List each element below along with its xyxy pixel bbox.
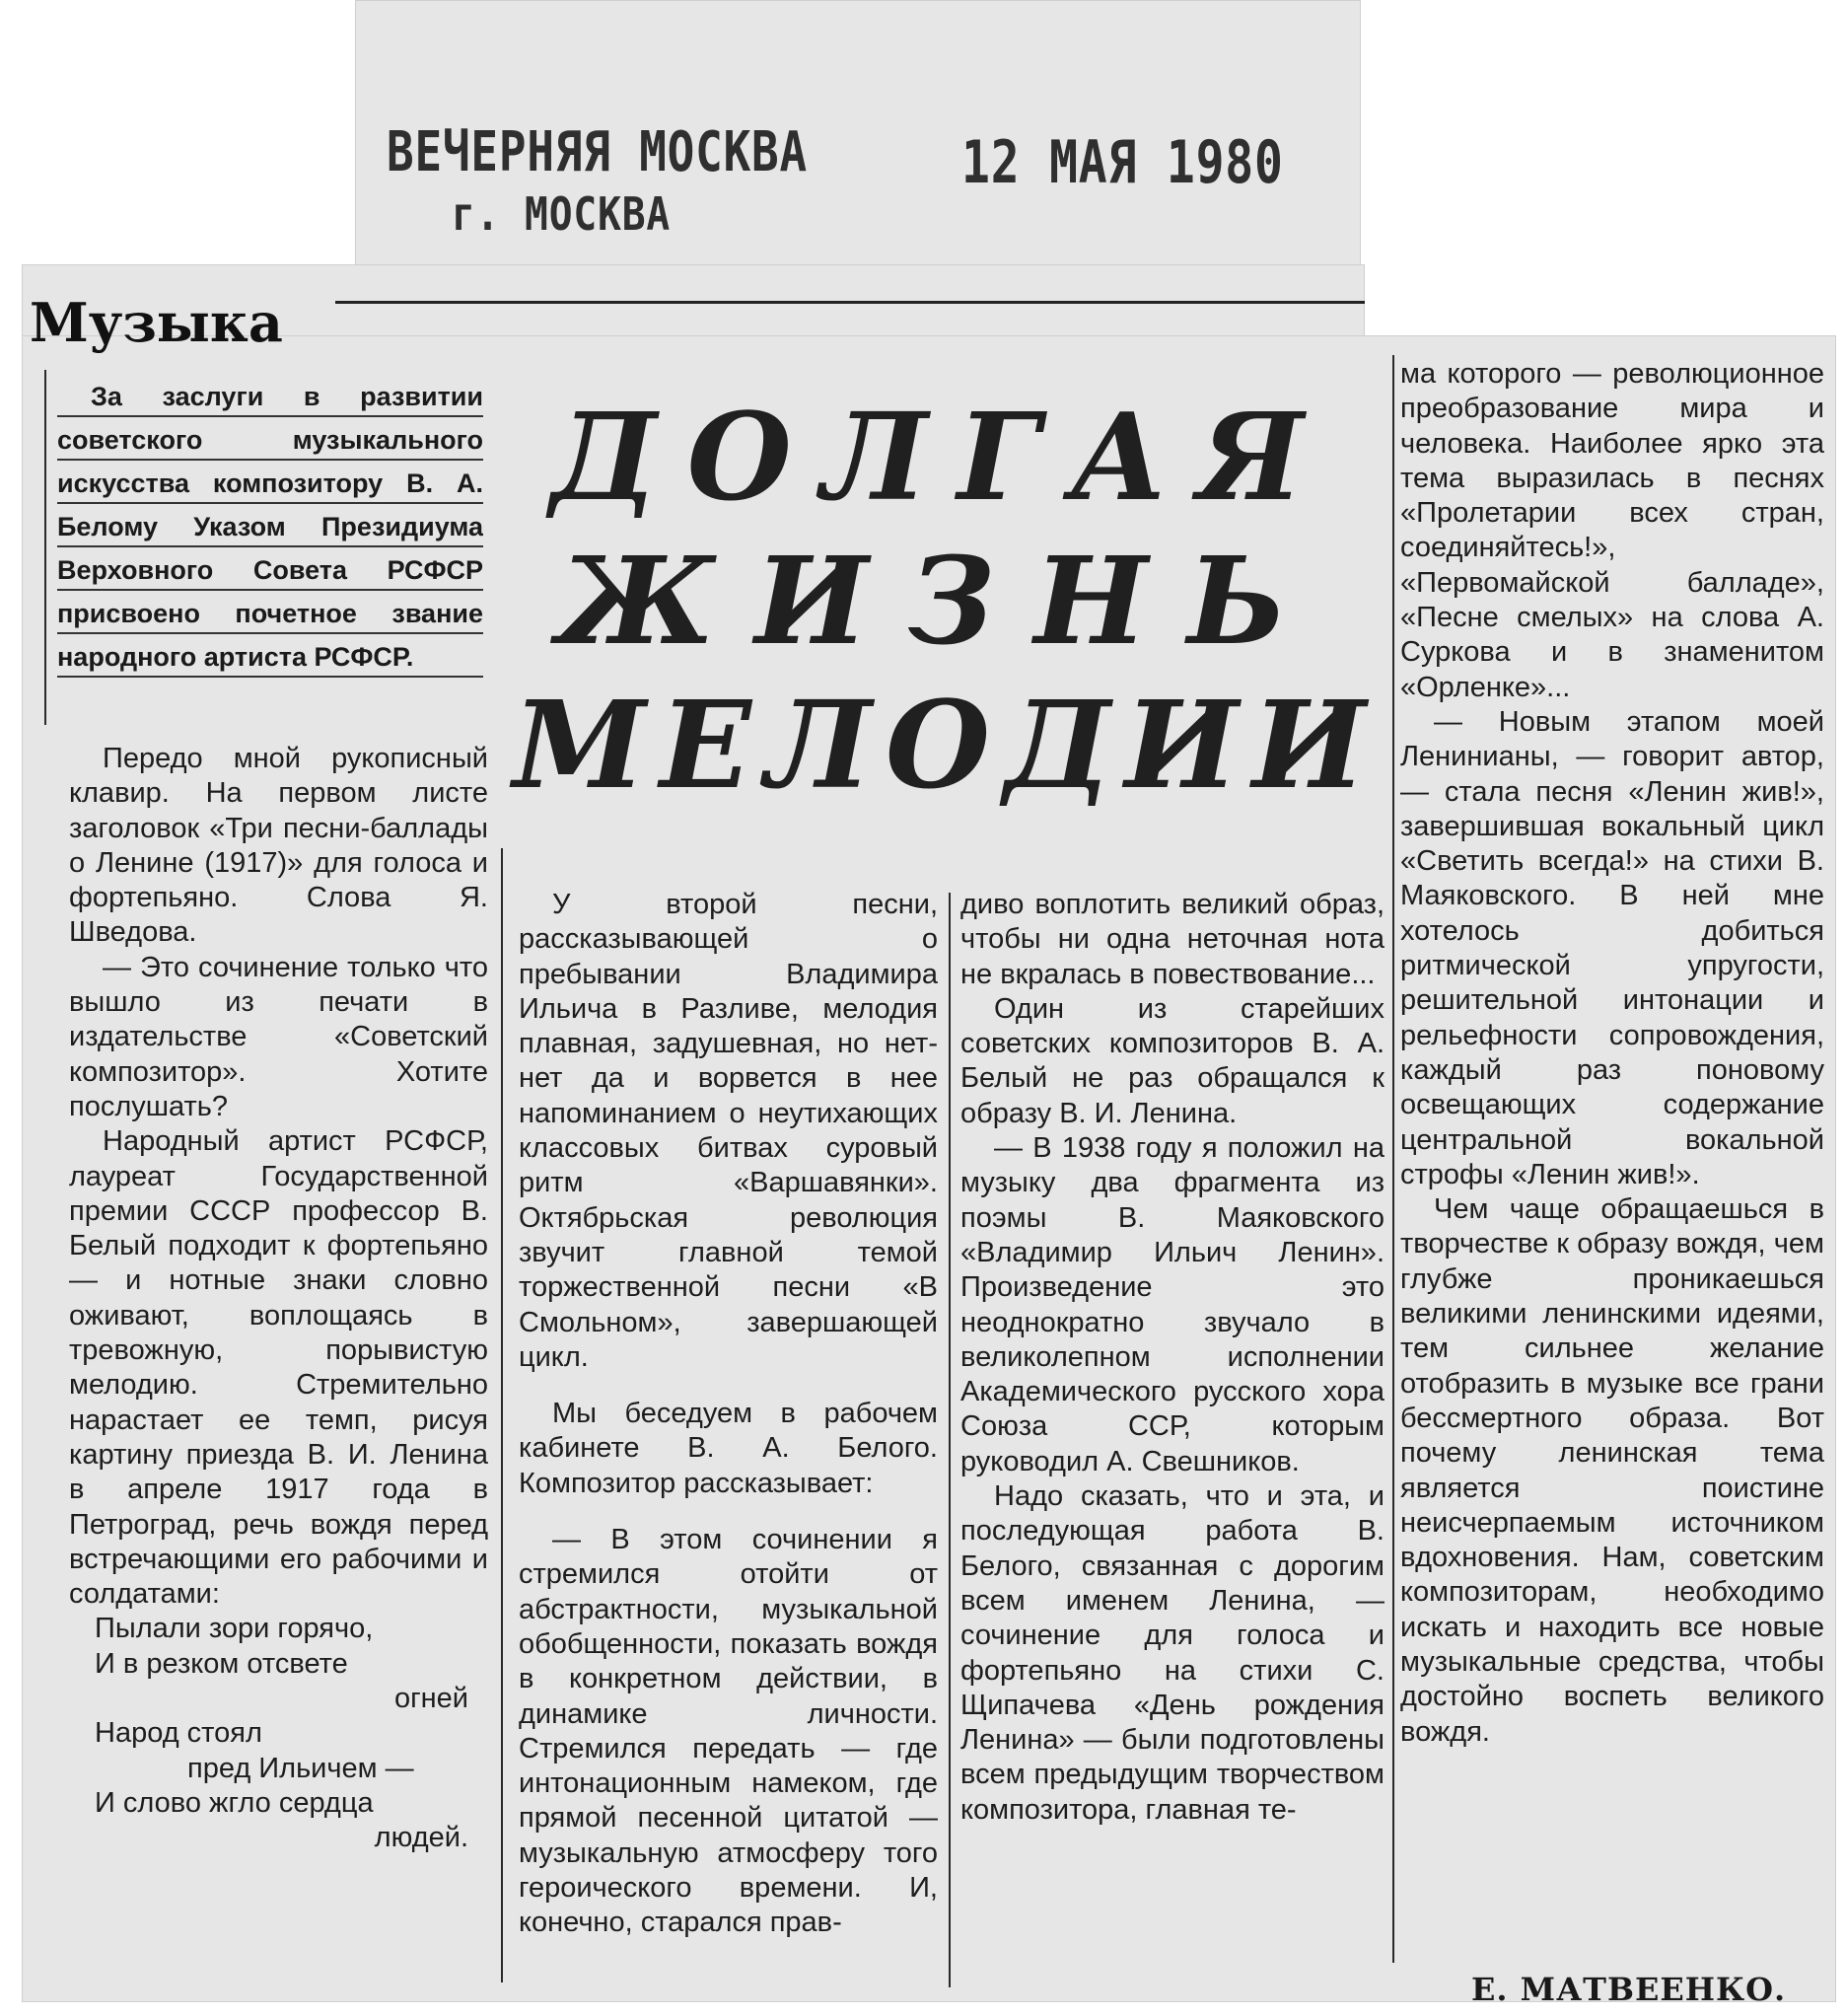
col1-verse-line: пред Ильичем —	[187, 1752, 414, 1784]
column-3	[960, 888, 1384, 1992]
col1-verse-line: огней	[393, 1683, 468, 1715]
decree-left-rule	[44, 370, 46, 725]
col1-paragraph: — Это сочинение только что вышло из печати в издательстве «Советский композитор». Хотите послушать?	[69, 951, 488, 1122]
decree-note	[57, 375, 483, 679]
headline-line-1: ДОЛГАЯ	[550, 386, 1333, 528]
col4-paragraph: ма которого — революционное преобразование мира и человека. Наиболее ярко эта тема выразилась в песнях «Пролетарии всех стран, соединяйтесь!», «Первомайской балладе», «Песне смелых» на слова А. Суркова и в знаменитом «Орленке»...	[1400, 358, 1824, 703]
article-headline	[513, 385, 1381, 817]
col3-paragraph: диво воплотить великий образ, чтобы ни одна неточная нота не вкралась в повествование...	[960, 889, 1384, 990]
col3-paragraph: Надо сказать, что и эта, и последующая работа В. Белого, связанная с дорогим всем именем Ленина, — сочинение для голоса и фортепьяно на стихи С. Щипачева «День рождения Ленина» — были подготовлены всем предыдущим творчеством композитора, главная те-	[960, 1480, 1384, 1826]
col2-paragraph: — В этом сочинении я стремился отойти от абстрактности, музыкальной обобщенности, показать вождя в конкретном действии, в динамике личности. Стремился передать — где интонационным намеком, где прямой песенной цитатой — музыкальную атмосферу того героического времени. И, конечно, старался прав-	[519, 1524, 938, 1939]
col2-paragraph: Мы беседуем в рабочем кабинете В. А. Белого. Композитор рассказывает:	[519, 1398, 938, 1499]
col1-verse-line: людей.	[374, 1822, 468, 1854]
column-1	[69, 742, 488, 1984]
column-rule-1	[501, 848, 503, 1982]
col1-verse-line: Народ стоял	[95, 1717, 262, 1750]
column-rule-2	[949, 893, 951, 1987]
column-rule-3	[1392, 355, 1394, 1963]
col1-paragraph: Народный артист РСФСР, лауреат Государственной премии СССР профессор В. Белый подходит к фортепьяно — и нотные знаки словно оживают, воплощаясь в тревожную, порывистую мелодию. Стремительно нарастает ее темп, рисуя картину приезда В. И. Ленина в апреле 1917 года в Петроград, речь вождя перед встречающими его рабочими и солдатами:	[69, 1125, 488, 1611]
col1-verse-line: И слово жгло сердца	[95, 1786, 374, 1819]
stamp-newspaper-name: ВЕЧЕРНЯЯ МОСКВА	[387, 120, 809, 184]
col2-paragraph: У второй песни, рассказывающей о пребывании Владимира Ильича в Разливе, мелодия плавная, задушевная, но нет-нет да и ворвется в нее напоминанием о неутихающих классовых битвах суровый ритм «Варшавянки». Октябрьская революция звучит главной темой торжественной песни «В Смольном», завершающей цикл.	[519, 889, 938, 1373]
headline-line-2: ЖИЗНЬ	[557, 530, 1326, 672]
col4-paragraph: Чем чаще обращаешься в творчестве к образу вождя, чем глубже проникаешься великими ленинскими идеями, тем сильнее желание отобразить в музыке все грани бессмертного образа. Вот почему ленинская тема является поистине неисчерпаемым источником вдохновения. Нам, советским композиторам, необходимо искать и находить все новые музыкальные средства, чтобы достойно воспеть великого вождя.	[1400, 1193, 1824, 1748]
column-2	[519, 888, 938, 1992]
col4-paragraph: — Новым этапом моей Ленинианы, — говорит автор, — стала песня «Ленин жив!», завершившая вокальный цикл «Светить всегда!» на стихи В. Маяковского. В ней мне хотелось добиться ритмической упругости, решительной интонации и рельефности сопровождения, каждый раз поновому освещающих содержание центральной вокальной строфы «Ленин жив!».	[1400, 705, 1824, 1190]
col3-paragraph: Один из старейших советских композиторов В. А. Белый не раз обращался к образу В. И. Ленина.	[960, 992, 1384, 1129]
col1-paragraph: Передо мной рукописный клавир. На первом листе заголовок «Три песни-баллады о Ленине (1917)» для голоса и фортепьяно. Слова Я. Шведова.	[69, 743, 488, 949]
col3-paragraph: — В 1938 году я положил на музыку два фрагмента из поэмы В. Маяковского «Владимир Ильич Ленин». Произведение это неоднократно звучало в великолепном исполнении Академического русского хора Союза ССР, которым руководил А. Свешников.	[960, 1132, 1384, 1477]
decree-text: За заслуги в развитии советского музыкального искусства композитору В. А. Белому Указом Президиума Верховного Совета РСФСР присвоено почетное звание народного артиста РСФСР.	[57, 382, 483, 672]
section-title: Музыка	[30, 291, 283, 354]
col1-verse-line: И в резком отсвете	[95, 1647, 348, 1680]
col1-verse-line: Пылали зори горячо,	[95, 1613, 374, 1645]
column-4	[1400, 357, 1824, 1965]
author-signature: Е. МАТВЕЕНКО.	[1471, 1971, 1787, 2008]
section-rule	[335, 301, 1365, 304]
stamp-city: г. МОСКВА	[452, 187, 672, 241]
stamp-date: 12 МАЯ 1980	[961, 128, 1284, 197]
headline-line-3: МЕЛОДИИ	[513, 674, 1381, 816]
